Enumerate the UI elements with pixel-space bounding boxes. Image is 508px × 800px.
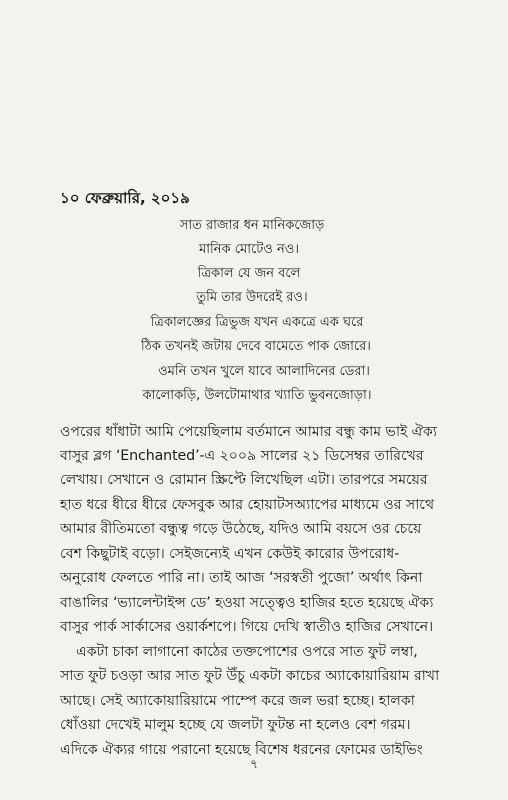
poem-line: তুমি তার উদরেই রও।	[196, 290, 308, 305]
paragraph-line: আছে। সেই অ্যাকোয়ারিয়ামে পাম্পে করে জল ভরা হচ্ছে। হালকা	[60, 693, 415, 709]
poem-line: মানিক মোটেও নও।	[199, 242, 299, 257]
poem-line: ত্রিকালজ্ঞের ত্রিভুজ যখন একত্রে এক ঘরে	[150, 315, 364, 330]
paragraph-line: একটা চাকা লাগানো কাঠের তক্তপোশের ওপরে সাত ফুট লম্বা,	[76, 644, 418, 660]
poem-line: ঠিক তখনই জটায় দেবে বামেতে পাক জোরে।	[141, 339, 371, 354]
paragraph-line: বাসুর পার্ক সার্কাসের ওয়ার্কশপে। গিয়ে দেখি স্বাতীও হাজির সেখানে।	[60, 619, 434, 635]
paragraph-line: অনুরোধ ফেলতে পারি না। তাই আজ ‘সরস্বতী পুজো’ অর্থাৎ কিনা	[60, 570, 423, 586]
paragraph-line: সাত ফুট চওড়া আর সাত ফুট উঁচু একটা কাচের অ্যাকোয়ারিয়াম রাখা	[60, 668, 440, 684]
paragraph-line: ধোঁওয়া দেখেই মালুম হচ্ছে যে জলটা ফুটন্ত না হলেও বেশ গরম।	[60, 717, 411, 733]
poem-line: কালোকড়ি, উলটোমাথার খ্যাতি ভুবনজোড়া।	[142, 388, 372, 403]
paragraph-line: বাঙালির ‘ভ্যালেন্টাইন্স ডে’ হওয়া সত্ত্বেও হাজির হতে হয়েছে ঐক্য	[60, 595, 434, 611]
entry-date: ১০ ফেব্রুয়ারি, ২০১৯	[60, 189, 190, 207]
poem-line: ওমনি তখন খুলে যাবে আলাদিনের ডেরা।	[158, 364, 370, 379]
page-number: ৭	[250, 757, 258, 771]
paragraph-line: এদিকে ঐক্যর গায়ে পরানো হয়েছে বিশেষ ধরনের ফোমের ডাইভিং	[60, 742, 423, 758]
paragraph-line: বেশ কিছুটাই বড়ো। সেইজন্যেই এখন কেউই কারোর উপরোধ-	[60, 546, 400, 562]
paragraph-line: লেখায়। সেখানে ও রোমান স্ক্রিপ্টে লিখেছিল এটা। তারপরে সময়ের	[60, 472, 428, 488]
poem-line: ত্রিকাল যে জন বলে	[197, 266, 301, 281]
paragraph-line: বাসুর ব্লগ ‘Enchanted’-এ ২০০৯ সালের ২১ ডিসেম্বর তারিখের	[60, 448, 424, 464]
paragraph-line: ওপরের ধাঁধাটা আমি পেয়েছিলাম বর্তমানে আমার বন্ধু কাম ভাই ঐক্য	[60, 424, 437, 440]
paragraph-line: আমার রীতিমতো বন্ধুত্ব গড়ে উঠেছে, যদিও আমি বয়সে ওর চেয়ে	[60, 521, 422, 537]
paragraph-line: হাত ধরে ধীরে ধীরে ফেসবুক আর হোয়াটসঅ্যাপের মাধ্যমে ওর সাথে	[60, 497, 435, 513]
poem-line: সাত রাজার ধন মানিকজোড়	[179, 218, 325, 233]
